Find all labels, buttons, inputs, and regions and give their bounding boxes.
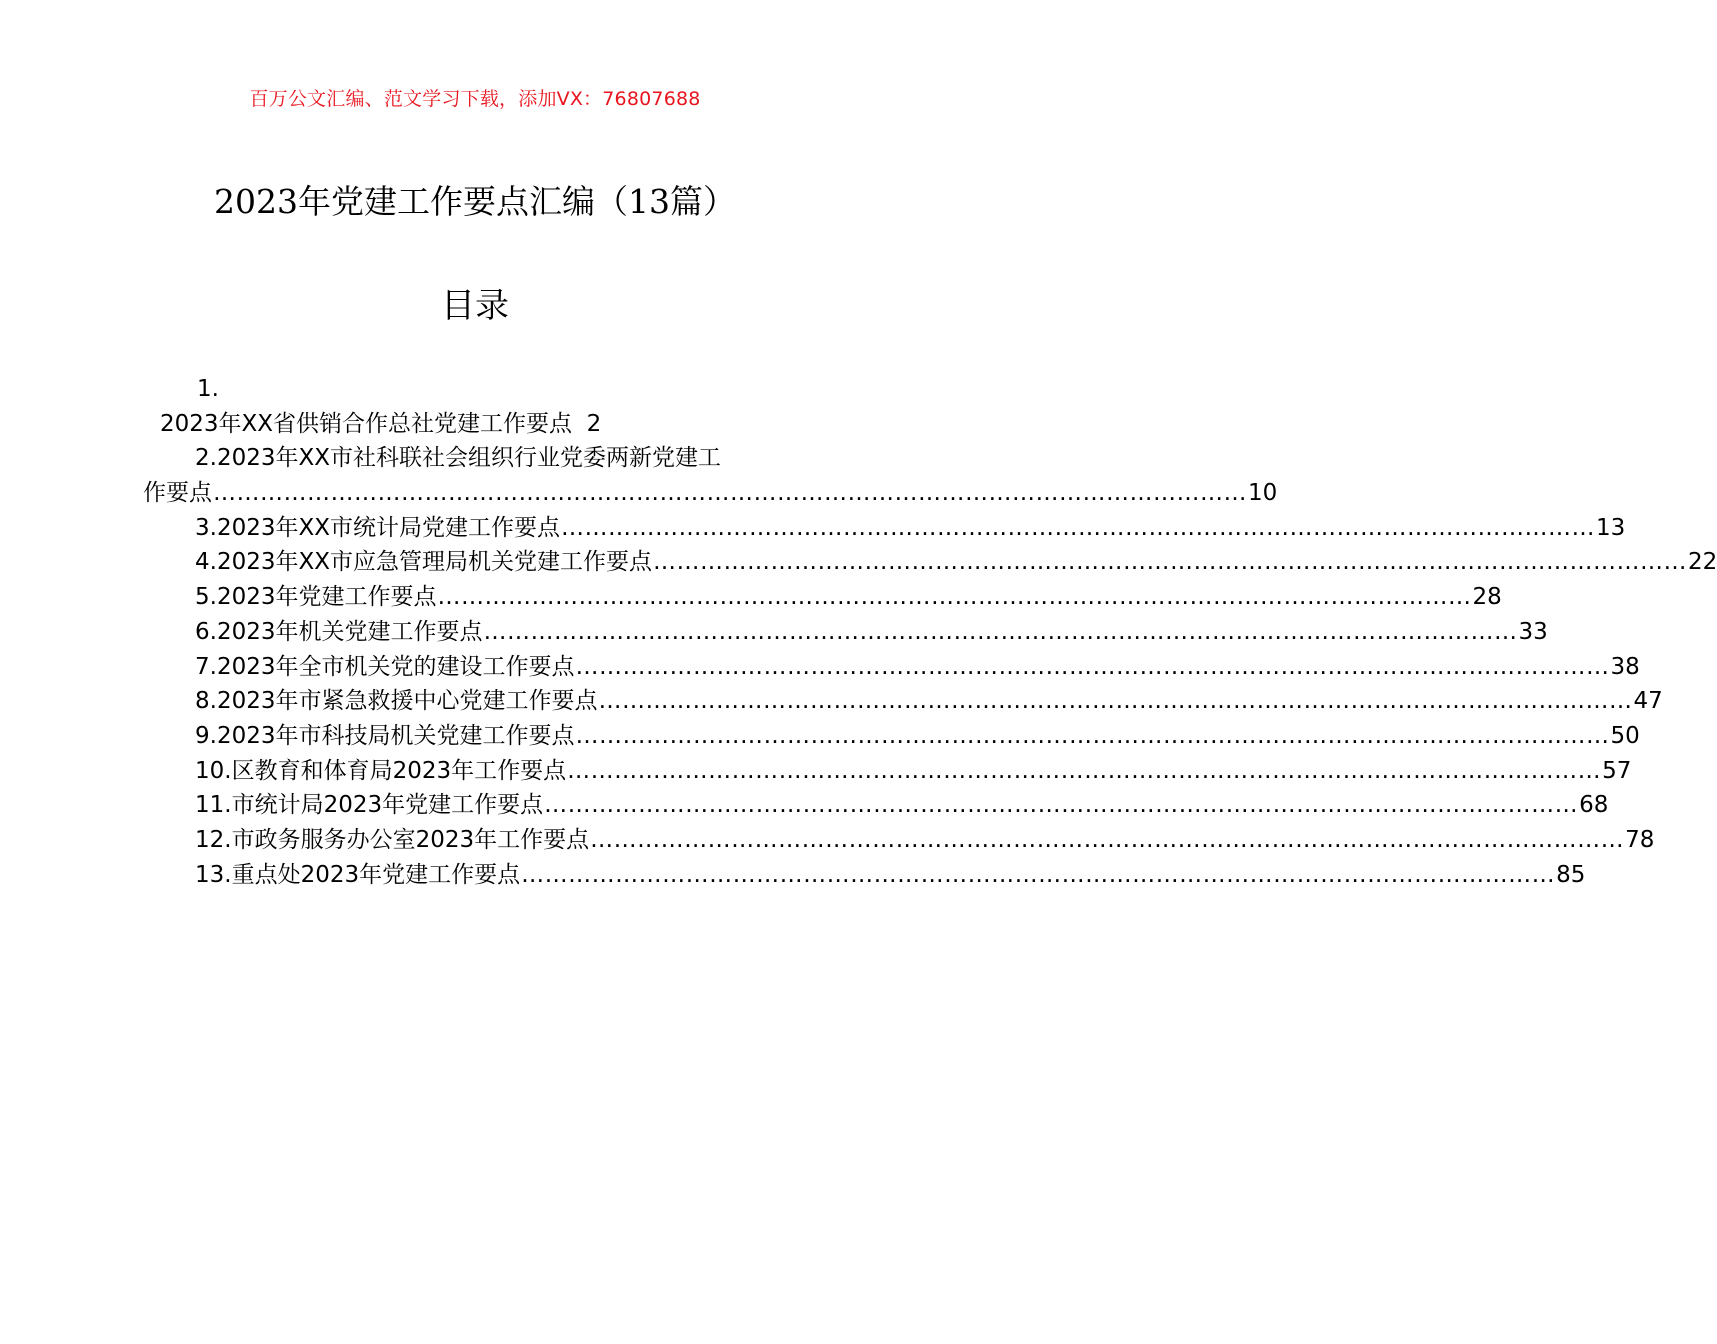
document-title [0,178,950,226]
toc-leader-dots: …………………………………………………………………………………………………………………… [437,584,1472,611]
toc-leader-dots: …………………………………………………………………………………………………………………… [653,549,1687,576]
toc-entry[interactable] [0,545,1717,580]
toc-entry-1-page: 2 [586,410,602,437]
toc-entry[interactable] [0,650,1640,685]
toc-entry-2-page: 10 [1248,480,1278,507]
toc-entry-label: 13.重点处2023年党建工作要点 [195,861,521,888]
toc-entry-page: 22 [1688,549,1717,576]
toc-entry[interactable] [0,788,1609,823]
toc-leader-dots: …………………………………………………………………………………………………………………… [598,688,1633,715]
title-suffix: 篇） [669,182,736,221]
toc-entry-page: 68 [1579,792,1609,819]
toc-entry-1-number: 1. [197,376,219,402]
toc-entry-label: 7.2023年全市机关党的建设工作要点 [195,653,575,680]
toc-entry-2-label-line1: 2.2023年XX市社科联社会组织行业党委两新党建工 [195,445,721,472]
title-count: 13 [627,182,670,221]
toc-entry-page: 13 [1596,514,1626,541]
toc-leader-dots: …………………………………………………………………………………………………………………… [213,480,1247,507]
toc-entry-label: 6.2023年机关党建工作要点 [195,618,483,645]
toc-entry-label: 9.2023年市科技局机关党建工作要点 [195,722,575,749]
toc-leader-dots: …………………………………………………………………………………………………………………… [575,653,1610,680]
toc-entry-1[interactable] [0,407,950,442]
toc-entry-label: 12.市政务服务办公室2023年工作要点 [195,826,590,853]
toc-leader-dots: …………………………………………………………………………………………………………………… [483,618,1518,645]
toc-entry-2-line-2[interactable] [0,476,1278,511]
toc-entry-1-text: 2023年XX省供销合作总社党建工作要点 [160,410,573,437]
toc-entry-label: 10.区教育和体育局2023年工作要点 [195,757,567,784]
toc-entry-label: 4.2023年XX市应急管理局机关党建工作要点 [195,549,652,576]
toc-entry-page: 57 [1602,757,1632,784]
title-year: 2023 [214,182,298,221]
toc-entry-page: 50 [1610,722,1640,749]
toc-leader-dots: …………………………………………………………………………………………………………………… [544,792,1579,819]
toc-entry-page: 47 [1633,688,1663,715]
toc-leader-dots: …………………………………………………………………………………………………………………… [575,722,1610,749]
toc-entry-label: 11.市统计局2023年党建工作要点 [195,792,544,819]
toc-entry-1-number-line [0,372,950,407]
toc-entry-page: 33 [1518,618,1548,645]
toc-entry-label: 8.2023年市紧急救援中心党建工作要点 [195,688,598,715]
toc-entry-page: 85 [1556,861,1586,888]
toc-entry[interactable] [0,615,1548,650]
table-of-contents [0,372,1717,892]
toc-entry-page: 28 [1472,584,1502,611]
header-banner: 百万公文汇编、范文学习下载，添加VX：76807688 [249,88,701,110]
toc-entry-2-line-1[interactable] [0,441,950,476]
toc-entry-page: 38 [1610,653,1640,680]
toc-leader-dots: …………………………………………………………………………………………………………………… [561,514,1595,541]
toc-entry-label: 5.2023年党建工作要点 [195,584,437,611]
toc-leader-dots: …………………………………………………………………………………………………………………… [590,826,1625,853]
toc-leader-dots: …………………………………………………………………………………………………………………… [521,861,1556,888]
toc-entry-1-label [160,407,601,442]
toc-heading: 目录 [441,286,509,326]
toc-entry-page: 78 [1625,826,1655,853]
title-text: 年党建工作要点汇编（ [297,182,628,221]
toc-entry[interactable] [0,511,1626,546]
toc-entry[interactable] [0,719,1640,754]
toc-entry[interactable] [0,823,1655,858]
toc-entry[interactable] [0,580,1502,615]
toc-entry-2-label-line2: 作要点 [143,480,212,507]
toc-entry[interactable] [0,754,1632,789]
toc-entry[interactable] [0,684,1663,719]
toc-leader-dots: …………………………………………………………………………………………………………………… [567,757,1602,784]
toc-entry[interactable] [0,858,1586,893]
toc-entry-label: 3.2023年XX市统计局党建工作要点 [195,514,560,541]
